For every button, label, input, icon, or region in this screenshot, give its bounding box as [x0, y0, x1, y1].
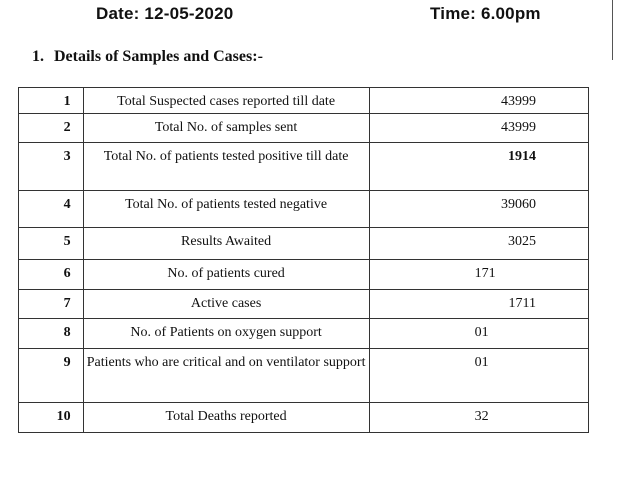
- serial-number: 6: [19, 260, 84, 290]
- row-value-cell: [369, 114, 588, 143]
- serial-number: 10: [19, 403, 84, 433]
- row-description: Total No. of patients tested positive till date: [83, 143, 369, 191]
- section-title-text: Details of Samples and Cases:-: [54, 48, 263, 65]
- row-value: 1914: [508, 149, 536, 164]
- row-description: No. of patients cured: [83, 260, 369, 290]
- row-value-cell: [369, 88, 588, 114]
- row-description: Total Suspected cases reported till date: [83, 88, 369, 114]
- row-description: No. of Patients on oxygen support: [83, 319, 369, 349]
- serial-number: 3: [19, 143, 84, 191]
- row-value: 3025: [508, 234, 536, 249]
- row-value-cell: [369, 403, 588, 433]
- report-time: Time: 6.00pm: [430, 4, 541, 23]
- page-edge-divider: [612, 0, 613, 60]
- section-title: [32, 48, 263, 66]
- row-value-cell: [369, 191, 588, 228]
- row-value: 01: [474, 325, 489, 340]
- row-value-cell: [369, 228, 588, 260]
- serial-number: 8: [19, 319, 84, 349]
- serial-number: 7: [19, 290, 84, 319]
- row-value: 1711: [508, 296, 536, 311]
- table-row: [19, 114, 589, 143]
- row-value: 39060: [501, 197, 536, 212]
- row-value-cell: [369, 260, 588, 290]
- samples-cases-table: [18, 87, 589, 433]
- table-row: [19, 228, 589, 260]
- table-row: [19, 349, 589, 403]
- row-description: Total Deaths reported: [83, 403, 369, 433]
- serial-number: 9: [19, 349, 84, 403]
- serial-number: 4: [19, 191, 84, 228]
- row-value: 171: [474, 266, 496, 281]
- row-value: 43999: [501, 120, 536, 135]
- row-description: Active cases: [83, 290, 369, 319]
- row-value: 43999: [501, 94, 536, 109]
- row-value-cell: [369, 143, 588, 191]
- table-row: [19, 143, 589, 191]
- table-row: [19, 319, 589, 349]
- table-row: [19, 88, 589, 114]
- row-value-cell: [369, 319, 588, 349]
- row-description: Total No. of samples sent: [83, 114, 369, 143]
- row-description: Total No. of patients tested negative: [83, 191, 369, 228]
- row-description: Patients who are critical and on ventilator support: [83, 349, 369, 403]
- serial-number: 1: [19, 88, 84, 114]
- serial-number: 5: [19, 228, 84, 260]
- table-row: [19, 290, 589, 319]
- table-row: [19, 403, 589, 433]
- serial-number: 2: [19, 114, 84, 143]
- row-description: Results Awaited: [83, 228, 369, 260]
- row-value-cell: [369, 349, 588, 403]
- row-value: 01: [474, 355, 489, 370]
- section-number: 1.: [32, 48, 44, 65]
- row-value-cell: [369, 290, 588, 319]
- report-date: Date: 12-05-2020: [96, 4, 234, 23]
- row-value: 32: [474, 409, 489, 424]
- table-row: [19, 191, 589, 228]
- table-row: [19, 260, 589, 290]
